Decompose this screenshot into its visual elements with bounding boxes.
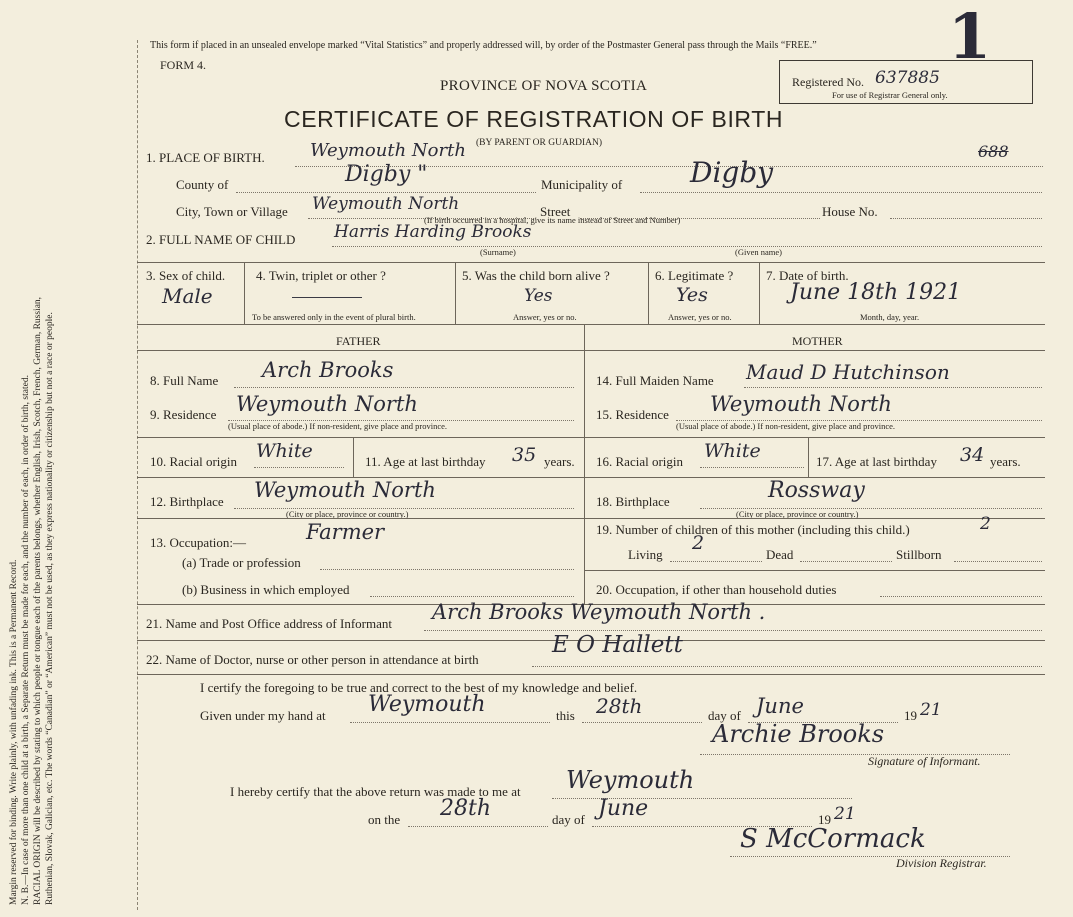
mother-heading: MOTHER [792,334,843,348]
informant-signature-label: Signature of Informant. [868,754,981,768]
rule [700,467,804,468]
mother-residence-value: Weymouth North [710,392,892,416]
rule [670,561,762,562]
municipality-value: Digby [690,156,774,189]
registrar-signature: S McCormack [740,824,926,854]
certificate-title: CERTIFICATE OF REGISTRATION OF BIRTH [284,106,784,132]
informant-signature: Archie Brooks [712,720,885,748]
father-birthplace-label: 12. Birthplace [150,494,224,509]
house-label: House No. [822,204,878,219]
mail-notice: This form if placed in an unsealed envelope marked “Vital Statistics” and properly addressed will, by order of the Postmaster General pass through the Mails “FREE.” [150,40,817,51]
legitimate-note: Answer, yes or no. [668,312,732,322]
rule [808,437,809,477]
mother-birthplace-value: Rossway [768,478,865,503]
twin-label: 4. Twin, triplet or other ? [256,268,386,283]
year-value: 21 [920,700,942,720]
dead-label: Dead [766,547,794,562]
hospital-note: (If birth occurred in a hospital, give its name instead of Street and Number) [424,215,681,225]
father-years: years. [544,454,575,469]
rule [584,437,1045,438]
living-label: Living [628,547,663,562]
registrar-day-of-label: day of [552,812,585,827]
county-label: County of [176,177,229,192]
twin-note: To be answered only in the event of plural birth. [252,312,416,322]
father-name-value: Arch Brooks [262,358,394,382]
rule [353,437,354,477]
rule [800,561,892,562]
rule [137,518,584,519]
father-age-label: 11. Age at last birthday [365,454,486,469]
mother-race-label: 16. Racial origin [596,454,684,469]
registrar-statement: I hereby certify that the above return was made to me at [230,784,521,799]
margin-line-3: RACIAL ORIGIN will be described by stating to which people or tongue each of the parents belongs, whether English, Irish, Scotch, French, German, Russian, [33,296,43,905]
father-trade-label: (a) Trade or profession [182,555,301,570]
legitimate-label: 6. Legitimate ? [655,268,734,283]
living-value: 2 [692,532,705,554]
father-residence-label: 9. Residence [150,407,217,422]
father-race-value: White [256,440,313,462]
mother-years: years. [990,454,1021,469]
rule [137,262,1045,263]
father-age-value: 35 [512,444,537,466]
twin-dash [292,297,362,298]
given-name-label: (Given name) [735,247,782,257]
mother-age-value: 34 [960,444,985,466]
on-the-label: on the [368,812,401,827]
alive-label: 5. Was the child born alive ? [462,268,610,283]
father-residence-note: (Usual place of abode.) If non-resident, give place and province. [228,421,448,431]
rule [455,262,456,324]
registrar-note: For use of Registrar General only. [832,90,948,100]
dob-note: Month, day, year. [860,312,920,322]
rule [137,437,584,438]
rule [234,387,574,388]
province-heading: PROVINCE OF NOVA SCOTIA [440,78,648,94]
registrar-signature-label: Division Registrar. [896,856,987,870]
rule [954,561,1042,562]
rule [552,798,852,799]
father-race-label: 10. Racial origin [150,454,238,469]
rule [370,596,574,597]
alive-value: Yes [524,286,553,306]
father-residence-value: Weymouth North [236,392,418,416]
margin-instructions [8,15,56,905]
given-under-label: Given under my hand at [200,708,326,723]
city-value: Weymouth North [312,194,460,214]
rule [408,826,548,827]
rule [648,262,649,324]
day-of-label: day of [708,708,741,723]
mother-age-label: 17. Age at last birthday [816,454,937,469]
registered-number: 637885 [875,68,940,88]
sex-value: Male [162,284,213,308]
child-name-value: Harris Harding Brooks [334,222,532,242]
rule [744,387,1042,388]
registered-label: Registered No. [792,75,864,89]
informant-label: 21. Name and Post Office address of Informant [146,616,392,631]
surname-label: (Surname) [480,247,516,257]
father-name-label: 8. Full Name [150,373,219,388]
margin-line-1: Margin reserved for binding. Write plainly, with unfading ink. This is a Permanent Record. [9,559,19,905]
place-of-birth-value: Weymouth North [310,140,466,161]
mother-name-label: 14. Full Maiden Name [596,373,714,388]
mother-name-value: Maud D Hutchinson [746,360,950,384]
registrar-place-value: Weymouth [566,766,695,794]
rule [137,350,1045,351]
registrar-day-value: 28th [440,796,492,821]
father-occupation-label: 13. Occupation:— [150,535,247,550]
rule [532,666,1042,667]
rule [254,467,344,468]
month-value: June [756,694,804,718]
street-label: Street [540,204,571,219]
rule [350,722,550,723]
this-day-value: 28th [596,694,643,718]
mother-children-value: 2 [980,514,991,534]
mother-residence-note: (Usual place of abode.) If non-resident, give place and province. [676,421,896,431]
doctor-value: E O Hallett [552,632,683,658]
father-birthplace-note: (City or place, province or country.) [286,509,409,519]
legitimate-value: Yes [676,284,708,306]
rule [424,630,1042,631]
given-place-value: Weymouth [368,692,486,717]
rule [582,722,702,723]
rule [236,192,536,193]
certificate-subtitle: (BY PARENT OR GUARDIAN) [476,138,603,148]
rule [244,262,245,324]
binding-margin-rule [137,40,138,910]
margin-line-4: Ruthenian, Slovak, Galician, etc. The words “Canadian” or “American” must not be used, as they express nationality or citizenship but not a race or people. [45,312,55,905]
county-value: Digby " [345,162,428,187]
mother-birthplace-label: 18. Birthplace [596,494,670,509]
mother-birthplace-note: (City or place, province or country.) [736,509,859,519]
rule [759,262,760,324]
rule [137,324,1045,325]
registrar-month-value: June [598,796,649,821]
informant-value: Arch Brooks Weymouth North . [432,600,766,624]
rule [584,324,585,604]
municipality-label: Municipality of [541,177,623,192]
rule [890,218,1042,219]
stillborn-label: Stillborn [896,547,942,562]
form-number: FORM 4. [160,58,207,72]
doctor-label: 22. Name of Doctor, nurse or other person in attendance at birth [146,652,479,667]
rule [332,246,1042,247]
dob-value: June 18th 1921 [790,280,962,305]
child-name-label: 2. FULL NAME OF CHILD [146,232,296,247]
rule [137,674,1045,675]
rule [320,569,574,570]
father-business-label: (b) Business in which employed [182,582,350,597]
mother-residence-label: 15. Residence [596,407,669,422]
rule [584,518,1045,519]
place-of-birth-label: 1. PLACE OF BIRTH. [146,150,265,165]
rule [640,192,1042,193]
alive-note: Answer, yes or no. [513,312,577,322]
city-label: City, Town or Village [176,204,288,219]
sex-label: 3. Sex of child. [146,268,226,283]
dob-label: 7. Date of birth. [766,268,849,283]
registrar-year-prefix: 19 [818,812,831,827]
this-label: this [556,708,575,723]
margin-line-2: N. B.—In case of more than one child at a birth, a Separate Return must be made for each, and the number of each, in order of birth, stated. [21,375,31,905]
father-heading: FATHER [336,334,381,348]
certify-statement: I certify the foregoing to be true and correct to the best of my knowledge and belief. [200,680,638,695]
rule [880,596,1042,597]
corner-mark: 1 [948,0,992,73]
father-occupation-value: Farmer [306,520,385,544]
registrar-year-value: 21 [834,804,856,824]
father-birthplace-value: Weymouth North [254,478,436,502]
year-prefix: 19 [904,708,917,723]
rule [584,570,1045,571]
mother-children-label: 19. Number of children of this mother (including this child.) [596,522,910,537]
mother-occupation-label: 20. Occupation, if other than household duties [596,582,837,597]
mother-race-value: White [704,440,761,462]
struck-number: 688 [978,142,1009,161]
